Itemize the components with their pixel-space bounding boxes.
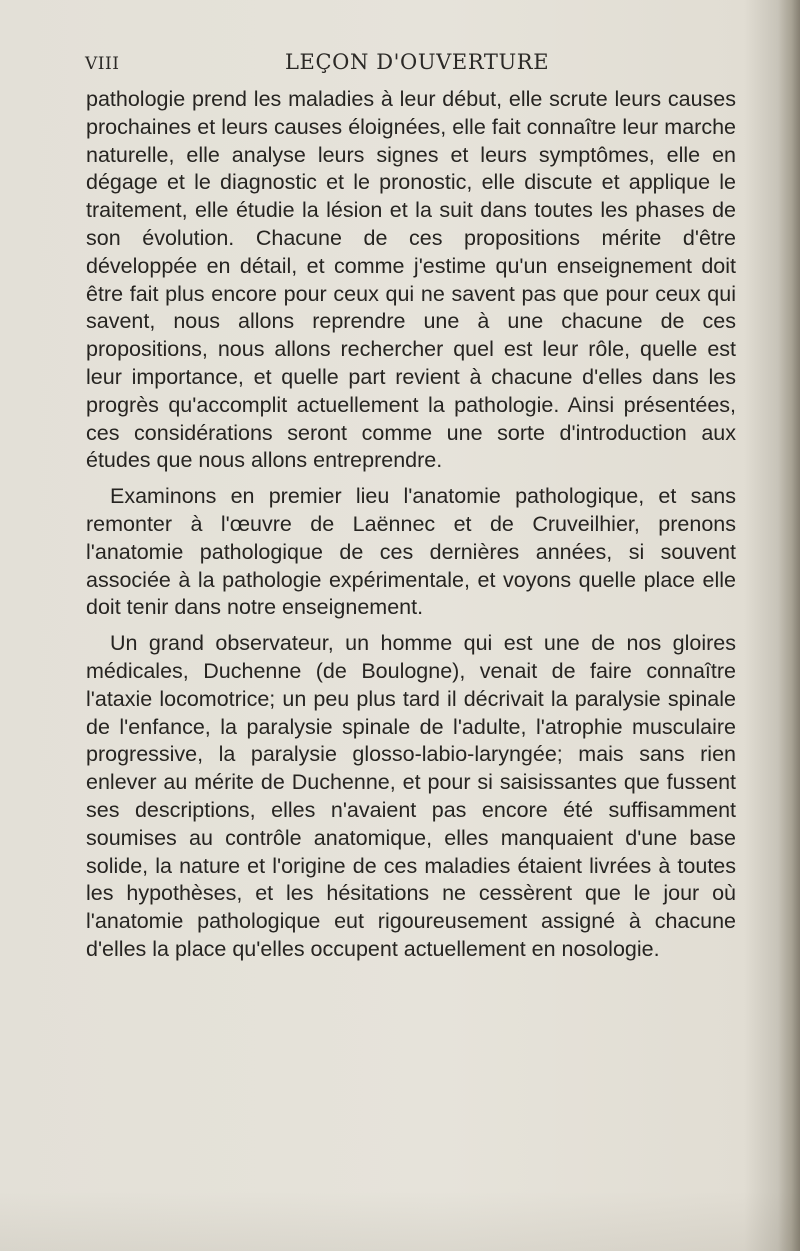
body-text — [86, 86, 736, 964]
page-header — [85, 50, 725, 90]
paragraph-1: pathologie prend les maladies à leur début, elle scrute leurs causes prochaines et leurs causes éloignées, elle fait connaître leur marche naturelle, elle analyse leurs signes et leurs symptômes, elle en dégage et le diagnostic et le pronostic, elle discute et applique le traitement, elle étudie la lésion et la suit dans toutes les phases de son évolution. Chacune de ces propositions mérite d'être développée en détail, et comme j'estime qu'un enseignement doit être fait plus encore pour ceux qui ne savent pas que pour ceux qui savent, nous allons reprendre une à une chacune de ces propositions, nous allons rechercher quel est leur rôle, quelle est leur importance, et quelle part revient à chacune d'elles dans les progrès qu'accomplit actuellement la pathologie. Ainsi présentées, ces considérations seront comme une sorte d'introduction aux études que nous allons entreprendre. — [86, 87, 736, 473]
page-edge-shadow — [778, 0, 800, 1251]
paragraph-2: Examinons en premier lieu l'anatomie pathologique, et sans remonter à l'œuvre de Laënnec et de Cruveilhier, prenons l'anatomie pathologique de ces dernières années, si souvent associée à la pathologie expérimentale, et voyons quelle place elle doit tenir dans notre enseignement. — [86, 484, 736, 620]
page-bottom-shadow — [0, 1191, 800, 1251]
page-number: VIII — [85, 54, 120, 74]
paragraph-3: Un grand observateur, un homme qui est une de nos gloires médicales, Duchenne (de Boulogne), venait de faire connaître l'ataxie locomotrice; un peu plus tard il décrivait la paralysie spinale de l'enfance, la paralysie spinale de l'adulte, l'atrophie musculaire progressive, la paralysie glosso-labio-laryngée; mais sans rien enlever au mérite de Duchenne, et pour si saisissantes que fussent ses descriptions, elles n'avaient pas encore été suffisamment soumises au contrôle anatomique, elles manquaient d'une base solide, la nature et l'origine de ces maladies étaient livrées à toutes les hypothèses, et les hésitations ne cessèrent que le jour où l'anatomie pathologique eut rigoureusement assigné à chacune d'elles la place qu'elles occupent actuellement en nosologie. — [86, 631, 736, 961]
running-head: LEÇON D'OUVERTURE — [285, 50, 550, 74]
